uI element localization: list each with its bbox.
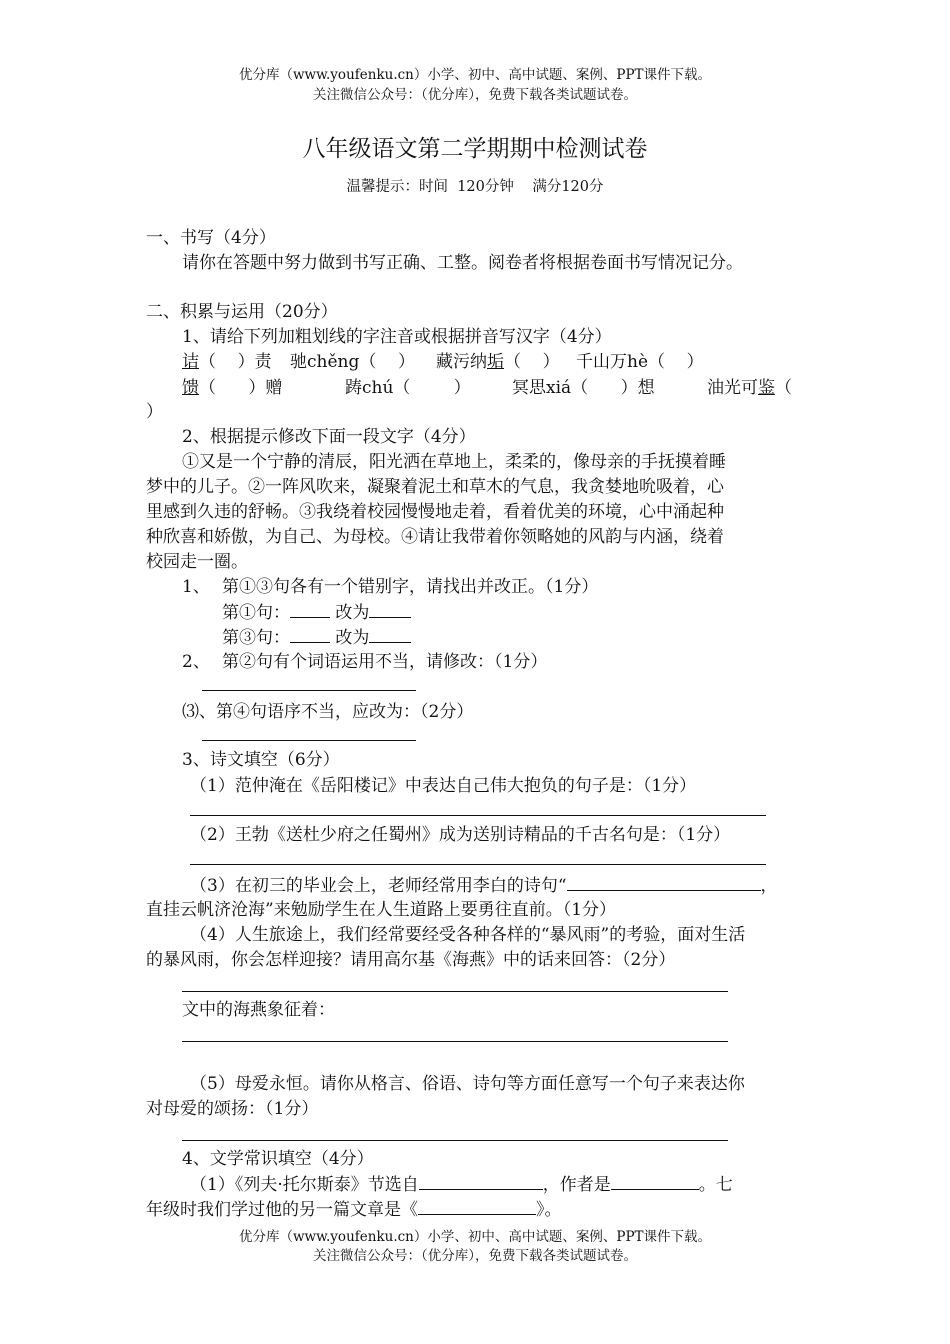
q1-item-g: 冥思xiá（ ）想 <box>512 378 655 398</box>
q2-sub1-line-b <box>222 625 411 650</box>
q2-sub2-number: 2、 <box>182 652 210 672</box>
q3-item-3-line-2: 直挂云帆济沧海”来勉励学生在人生道路上要勇往直前。（1分） <box>146 900 617 920</box>
q4-text-c: 。七 <box>698 1175 733 1195</box>
q2-prompt: 2、根据提示修改下面一段文字（4分） <box>182 427 476 447</box>
q1-item-d: 千山万hè（ ） <box>576 352 704 372</box>
answer-blank[interactable] <box>369 600 411 618</box>
q1-item-h-pre: 油光可 <box>707 378 758 398</box>
answer-line[interactable] <box>182 1041 728 1042</box>
answer-line[interactable] <box>182 991 728 992</box>
answer-line[interactable] <box>190 815 766 816</box>
q2-passage-line: 校园走一圈。 <box>146 552 248 572</box>
q1-item-a-char: 诘 <box>182 352 199 372</box>
q1-item-a <box>182 350 272 374</box>
header-line-2: 关注微信公众号：（优分库），免费下载各类试题试卷。 <box>313 87 637 103</box>
answer-blank[interactable] <box>419 1172 543 1190</box>
q3-item-3-comma: ， <box>760 876 778 896</box>
answer-line[interactable] <box>202 690 416 691</box>
q2-passage-line: ①又是一个宁静的清辰，阳光洒在草地上，柔柔的，像母亲的手抚摸着睡 <box>182 452 726 472</box>
exam-subtitle: 温馨提示：时间 120分钟 满分120分 <box>346 179 604 195</box>
q3-item-4-line-1: （4）人生旅途上，我们经常要经受各种各样的“暴风雨”的考验，面对生活 <box>190 925 746 945</box>
q2-sub1-label-b: 第③句： <box>222 628 290 648</box>
answer-blank[interactable] <box>290 625 330 643</box>
q1-item-c-rest: （ ） <box>504 352 560 372</box>
q3-item-5-line-2: 对母爱的颂扬：（1分） <box>146 1099 319 1119</box>
answer-blank[interactable] <box>290 600 330 618</box>
q1-item-c-char: 垢 <box>487 352 504 372</box>
q3-item-3-line-1 <box>190 873 778 898</box>
q4-text-e: 》。 <box>536 1200 562 1220</box>
q2-sub2-text: 第②句有个词语运用不当，请修改：（1分） <box>222 652 548 672</box>
q3-item-4-symbol: 文中的海燕象征着： <box>182 1000 335 1020</box>
answer-line[interactable] <box>202 740 416 741</box>
q2-sub3-text: ⑶、第④句语序不当，应改为：（2分） <box>182 702 474 722</box>
q3-item-5-line-1: （5）母爱永恒。请你从格言、俗语、诗句等方面任意写一个句子来表达你 <box>190 1074 745 1094</box>
q2-passage-line: 里感到久违的舒畅。③我绕着校园慢慢地走着，看着优美的环境，心中涌起种 <box>146 502 724 522</box>
q2-passage-line: 种欣喜和娇傲，为自己、为母校。④请让我带着你领略她的风韵与内涵，绕着 <box>146 527 724 547</box>
q2-sub1-label-a: 第①句： <box>222 603 290 623</box>
q3-prompt: 3、诗文填空（6分） <box>182 750 340 770</box>
section-2-heading: 二、积累与运用（20分） <box>146 302 338 322</box>
q2-sub1-number: 1、 <box>182 577 210 597</box>
q1-item-h-paren: （ <box>775 378 792 398</box>
footer-line-1: 优分库（www.youfenku.cn）小学、初中、高中试题、案例、PPT课件下载。 <box>238 1229 712 1245</box>
q4-line-1 <box>190 1172 733 1197</box>
q4-text-a: （1）《列夫·托尔斯泰》节选自 <box>190 1175 419 1195</box>
answer-blank[interactable] <box>567 873 761 891</box>
page-title: 八年级语文第二学期期中检测试卷 <box>302 136 648 162</box>
q3-item-3-text: （3）在初三的毕业会上，老师经常用李白的诗句“ <box>190 876 567 896</box>
q1-item-e-rest: （ ）赠 <box>199 378 283 398</box>
q3-item-2: （2）王勃《送杜少府之任蜀州》成为送别诗精品的千古名句是：（1分） <box>190 825 731 845</box>
q1-prompt: 1、请给下列加粗划线的字注音或根据拼音写汉字（4分） <box>182 327 612 347</box>
answer-line[interactable] <box>182 1140 728 1141</box>
section-1-heading: 一、书写（4分） <box>146 228 276 248</box>
q1-item-h-close: ） <box>146 402 163 422</box>
q2-sub1-line-a <box>222 600 411 625</box>
q4-text-b: ，作者是 <box>542 1175 611 1195</box>
q1-item-a-rest: （ ）责 <box>199 352 272 372</box>
q1-item-f: 踌chú（ ） <box>345 378 471 398</box>
q4-text-d: 年级时我们学过他的另一篇文章是《 <box>146 1200 418 1220</box>
q2-sub1-change-b: 改为 <box>335 628 370 648</box>
q4-line-2 <box>146 1197 562 1222</box>
header-line-1: 优分库（www.youfenku.cn）小学、初中、高中试题、案例、PPT课件下载。 <box>238 67 712 83</box>
footer-line-2: 关注微信公众号：（优分库），免费下载各类试题试卷。 <box>313 1248 637 1264</box>
q1-item-h <box>707 376 792 400</box>
q4-prompt: 4、文学常识填空（4分） <box>182 1149 374 1169</box>
q3-item-1: （1）范仲淹在《岳阳楼记》中表达自己伟大抱负的句子是：（1分） <box>190 776 697 796</box>
answer-blank[interactable] <box>611 1172 699 1190</box>
q2-passage-line: 梦中的儿子。②一阵风吹来，凝聚着泥土和草木的气息，我贪婪地吮吸着，心 <box>146 477 724 497</box>
q3-item-4-line-2: 的暴风雨，你会怎样迎接？请用高尔基《海燕》中的话来回答：（2分） <box>146 950 676 970</box>
answer-blank[interactable] <box>418 1197 536 1215</box>
answer-blank[interactable] <box>369 625 411 643</box>
section-1-body: 请你在答题中努力做到书写正确、工整。阅卷者将根据卷面书写情况记分。 <box>182 253 743 273</box>
q2-sub1-text: 第①③句各有一个错别字，请找出并改正。（1分） <box>222 577 599 597</box>
q1-item-c-pre: 藏污纳 <box>436 352 487 372</box>
answer-line[interactable] <box>190 864 766 865</box>
q1-item-e-char: 馈 <box>182 378 199 398</box>
q1-item-b: 驰chěng（ ） <box>290 352 415 372</box>
q1-item-e <box>182 376 282 400</box>
q2-sub1-change-a: 改为 <box>335 603 370 623</box>
q1-item-h-char: 鉴 <box>758 378 775 398</box>
q1-item-c <box>436 350 560 374</box>
